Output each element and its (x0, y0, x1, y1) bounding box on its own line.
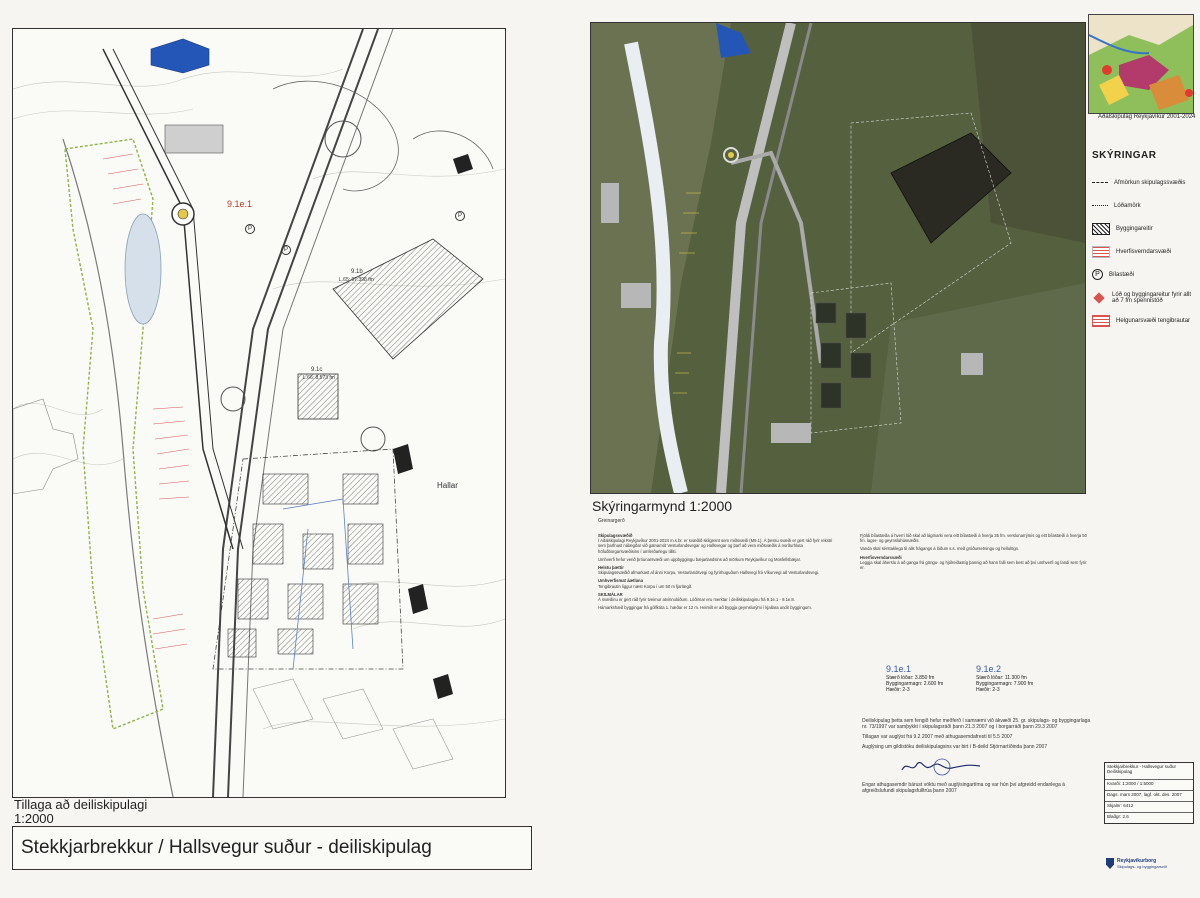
plan-scale: 1:2000 (14, 811, 54, 826)
signature-image (862, 756, 982, 778)
lot-line: Stærð lóðar: 3.850 fm (886, 675, 935, 681)
lot-id: 9.1e.2 (976, 664, 1002, 674)
lot-id: 9.1e.1 (886, 664, 912, 674)
site-plan-map (12, 28, 506, 798)
logo-subtitle: Skipulags- og byggingarsvið (1117, 864, 1168, 869)
legend-item (1092, 217, 1196, 240)
section-body: Á svæðinu er gert ráð fyrir tveimur atvinnulóðum. Lóðirnar eru merktar í deiliskipulaginu frá 9.1e.1 - 9.1e.8. (598, 597, 795, 603)
legend-item (1092, 286, 1196, 309)
inset-drawing (1089, 15, 1193, 113)
city-shield-icon (1106, 858, 1114, 869)
section-heading: Umhverfismat áætlana (598, 578, 643, 584)
advert-text: Tillagan var auglýst frá 9.2 2007 með athugasemdafresti til 5.5 2007 (862, 734, 1013, 740)
lot-9-1c-area: L.66: 8.573 fm (303, 375, 335, 381)
aerial-caption: Skýringarmynd 1:2000 (592, 498, 733, 514)
approval-text: Deiliskipulag þetta sem fengið hefur meðferð í samræmi við ákvæði 25. gr. skipulags- og byggingarlaga nr. 73/1997 var samþykkt í skipulagsráði þann 21.3 2007 og í borgarráði þann 29.3 2007 (862, 718, 1091, 730)
parking-marker: P (281, 245, 291, 255)
section-body: Hámarkshæð byggingar frá gólfkóta 1. hæðar er 12 m. Heimilt er að byggja geymslurými í kjallara undir byggingum. (598, 605, 812, 611)
lot-info-9-1e-2 (976, 666, 1033, 693)
legend-label: Lóð og byggingareitur fyrir allt að 7 fm spennistöð (1112, 291, 1192, 304)
lot-9-1b-area: L.65: 97.398 fm (339, 277, 374, 283)
dash-dot-line-icon (1092, 205, 1108, 206)
title-block (1104, 762, 1194, 824)
aerial-photo-map (590, 22, 1086, 494)
legend-item (1092, 309, 1196, 332)
final-text: Engar athugasemdir bárust vöktu með auglýsingartíma og var hún því afgreidd endanlega á afgreiðslufundi skipulagsfulltrúa þann 2007 (862, 782, 1065, 794)
aerial-drawing (591, 23, 1085, 493)
plan-caption (14, 798, 147, 826)
lot-line: Byggingarmagn: 2.600 fm (886, 681, 944, 687)
lot-line: Hæðir: 2-3 (976, 687, 1000, 693)
red-lines-icon (1092, 315, 1110, 327)
lot-9-1c-label: 9.1c (311, 367, 323, 373)
title-block-row: Skjalnr: 6412 (1105, 802, 1193, 813)
section-heading: Skipulagssvæðið (598, 533, 633, 538)
parking-marker: P (245, 224, 255, 234)
place-name-hallar: Hallar (437, 481, 458, 490)
title-block-row: Kvarði: 1:2000 / 1:5000 (1105, 780, 1193, 791)
lot-line: Stærð lóðar: 11.300 fm (976, 675, 1027, 681)
master-plan-inset-map (1088, 14, 1194, 114)
section-heading: SKILMÁLAR (598, 591, 623, 597)
reykjavik-logo (1106, 858, 1167, 869)
logo-name: Reykjavíkurborg (1117, 858, 1157, 864)
parking-marker: P (455, 211, 465, 221)
report-column-right (860, 530, 1092, 570)
lot-info-9-1e-1 (886, 666, 943, 693)
section-body: Skipulagssvæðið afmarkast af ánni Korpu, Vesturlandsvegi og fyrirhuguðum Hallsvegi frá Víkurvegi að Vesturlandsvegi. (598, 570, 820, 576)
approval-block (862, 718, 1092, 794)
report-heading: Greinargerð (598, 518, 625, 524)
lot-line: Hæðir: 2-3 (886, 687, 910, 693)
red-diamond-icon (1093, 292, 1104, 303)
hatched-box-icon (1092, 223, 1110, 235)
section-body: Umhverfi hefur verið þróunarsvæði um uppbyggingu bæjarlandsins að mörkum Reykjavíkur og Mosfellsbæjar. (598, 556, 801, 562)
title-block-row: Blaðgr: 2.6 (1107, 814, 1129, 819)
section-body: Leggja skal áherslu á að ganga frá göngu- og hjólreiðastíg þannig að hann falli sem best að því umhverfi og landi sem fyrir er. (860, 559, 1087, 571)
lot-9-1b-label: 9.1b (351, 269, 363, 275)
section-heading: Helstu þættir (598, 565, 624, 571)
legend-label: Hverfisverndarsvæði (1116, 248, 1172, 255)
inset-caption: Aðalskipulag Reykjavíkur 2001-2024 (1098, 114, 1196, 120)
legend-title: SKÝRINGAR (1092, 150, 1157, 161)
legend-label: Lóðamörk (1114, 202, 1141, 209)
plan-caption-text: Tillaga að deiliskipulagi (14, 797, 148, 812)
site-plan-drawing (13, 29, 505, 797)
legend-label: Helgunarsvæði tengibrautar (1116, 317, 1191, 324)
legend-item (1092, 263, 1196, 286)
drawing-main-title: Stekkjarbrekkur / Hallsvegur suður - deiliskipulag (12, 826, 532, 870)
legend-label: Byggingareitir (1116, 225, 1153, 232)
legend (1092, 150, 1196, 332)
title-block-row: Dags. mars 2007, lagf. okt. des. 2007 (1105, 791, 1193, 802)
legend-label: Afmörkun skipulagssvæðis (1114, 179, 1186, 186)
legend-item (1092, 240, 1196, 263)
dashed-line-icon (1092, 182, 1108, 183)
lot-line: Byggingarmagn: 7.900 fm (976, 681, 1034, 687)
section-body: Fjöldi bílastæða á hverri lóð skal að lágmarki vera eitt bílastæði á hverja 35 fm. verslunarrýmis og eitt bílastæði á hverja 50 fm. lager- og geymsluhúsnæðis. (860, 533, 1087, 544)
parking-icon: P (1092, 269, 1103, 280)
legend-item (1092, 171, 1196, 194)
section-body: Tengibrautin liggur næst Korpu í um 50 m fjarlægð. (598, 583, 693, 589)
lot-9-1e-1-label: 9.1e.1 (227, 199, 253, 209)
legend-item (1092, 194, 1196, 217)
title-block-title: Stekkjarbrekkur - Hallsvegur suður Deiliskipulag (1105, 763, 1193, 780)
legend-label: Bílastæði (1109, 271, 1135, 278)
section-heading: Hverfisverndarsvæði (860, 554, 902, 560)
red-hatch-icon (1092, 246, 1110, 258)
section-body: Í Aðalskipulagi Reykjavíkur 2001-2024 m.s.br. er svæðið skilgreint sem miðsvæði (M9.1). Á þessu svæði er gert ráð fyrir rekstri sem þarfnast nálægðar við gatnamót Vesturlandsvegar og Hallsvegar og þarf að vera miðsvæðis á norðurhluta höfuðborgarsvæðisins í umferðarlegu tilliti. (598, 538, 833, 554)
report-column-left (598, 530, 838, 610)
gazette-text: Auglýsing um gildistöku deiliskipulagsins var birt í B-deild Stjórnartíðinda þann 2007 (862, 744, 1048, 750)
section-body: Vanda skal sérstaklega til alls frágangs á lóðum s.s. með gróðursetningu og hellulögn. (860, 546, 1020, 552)
